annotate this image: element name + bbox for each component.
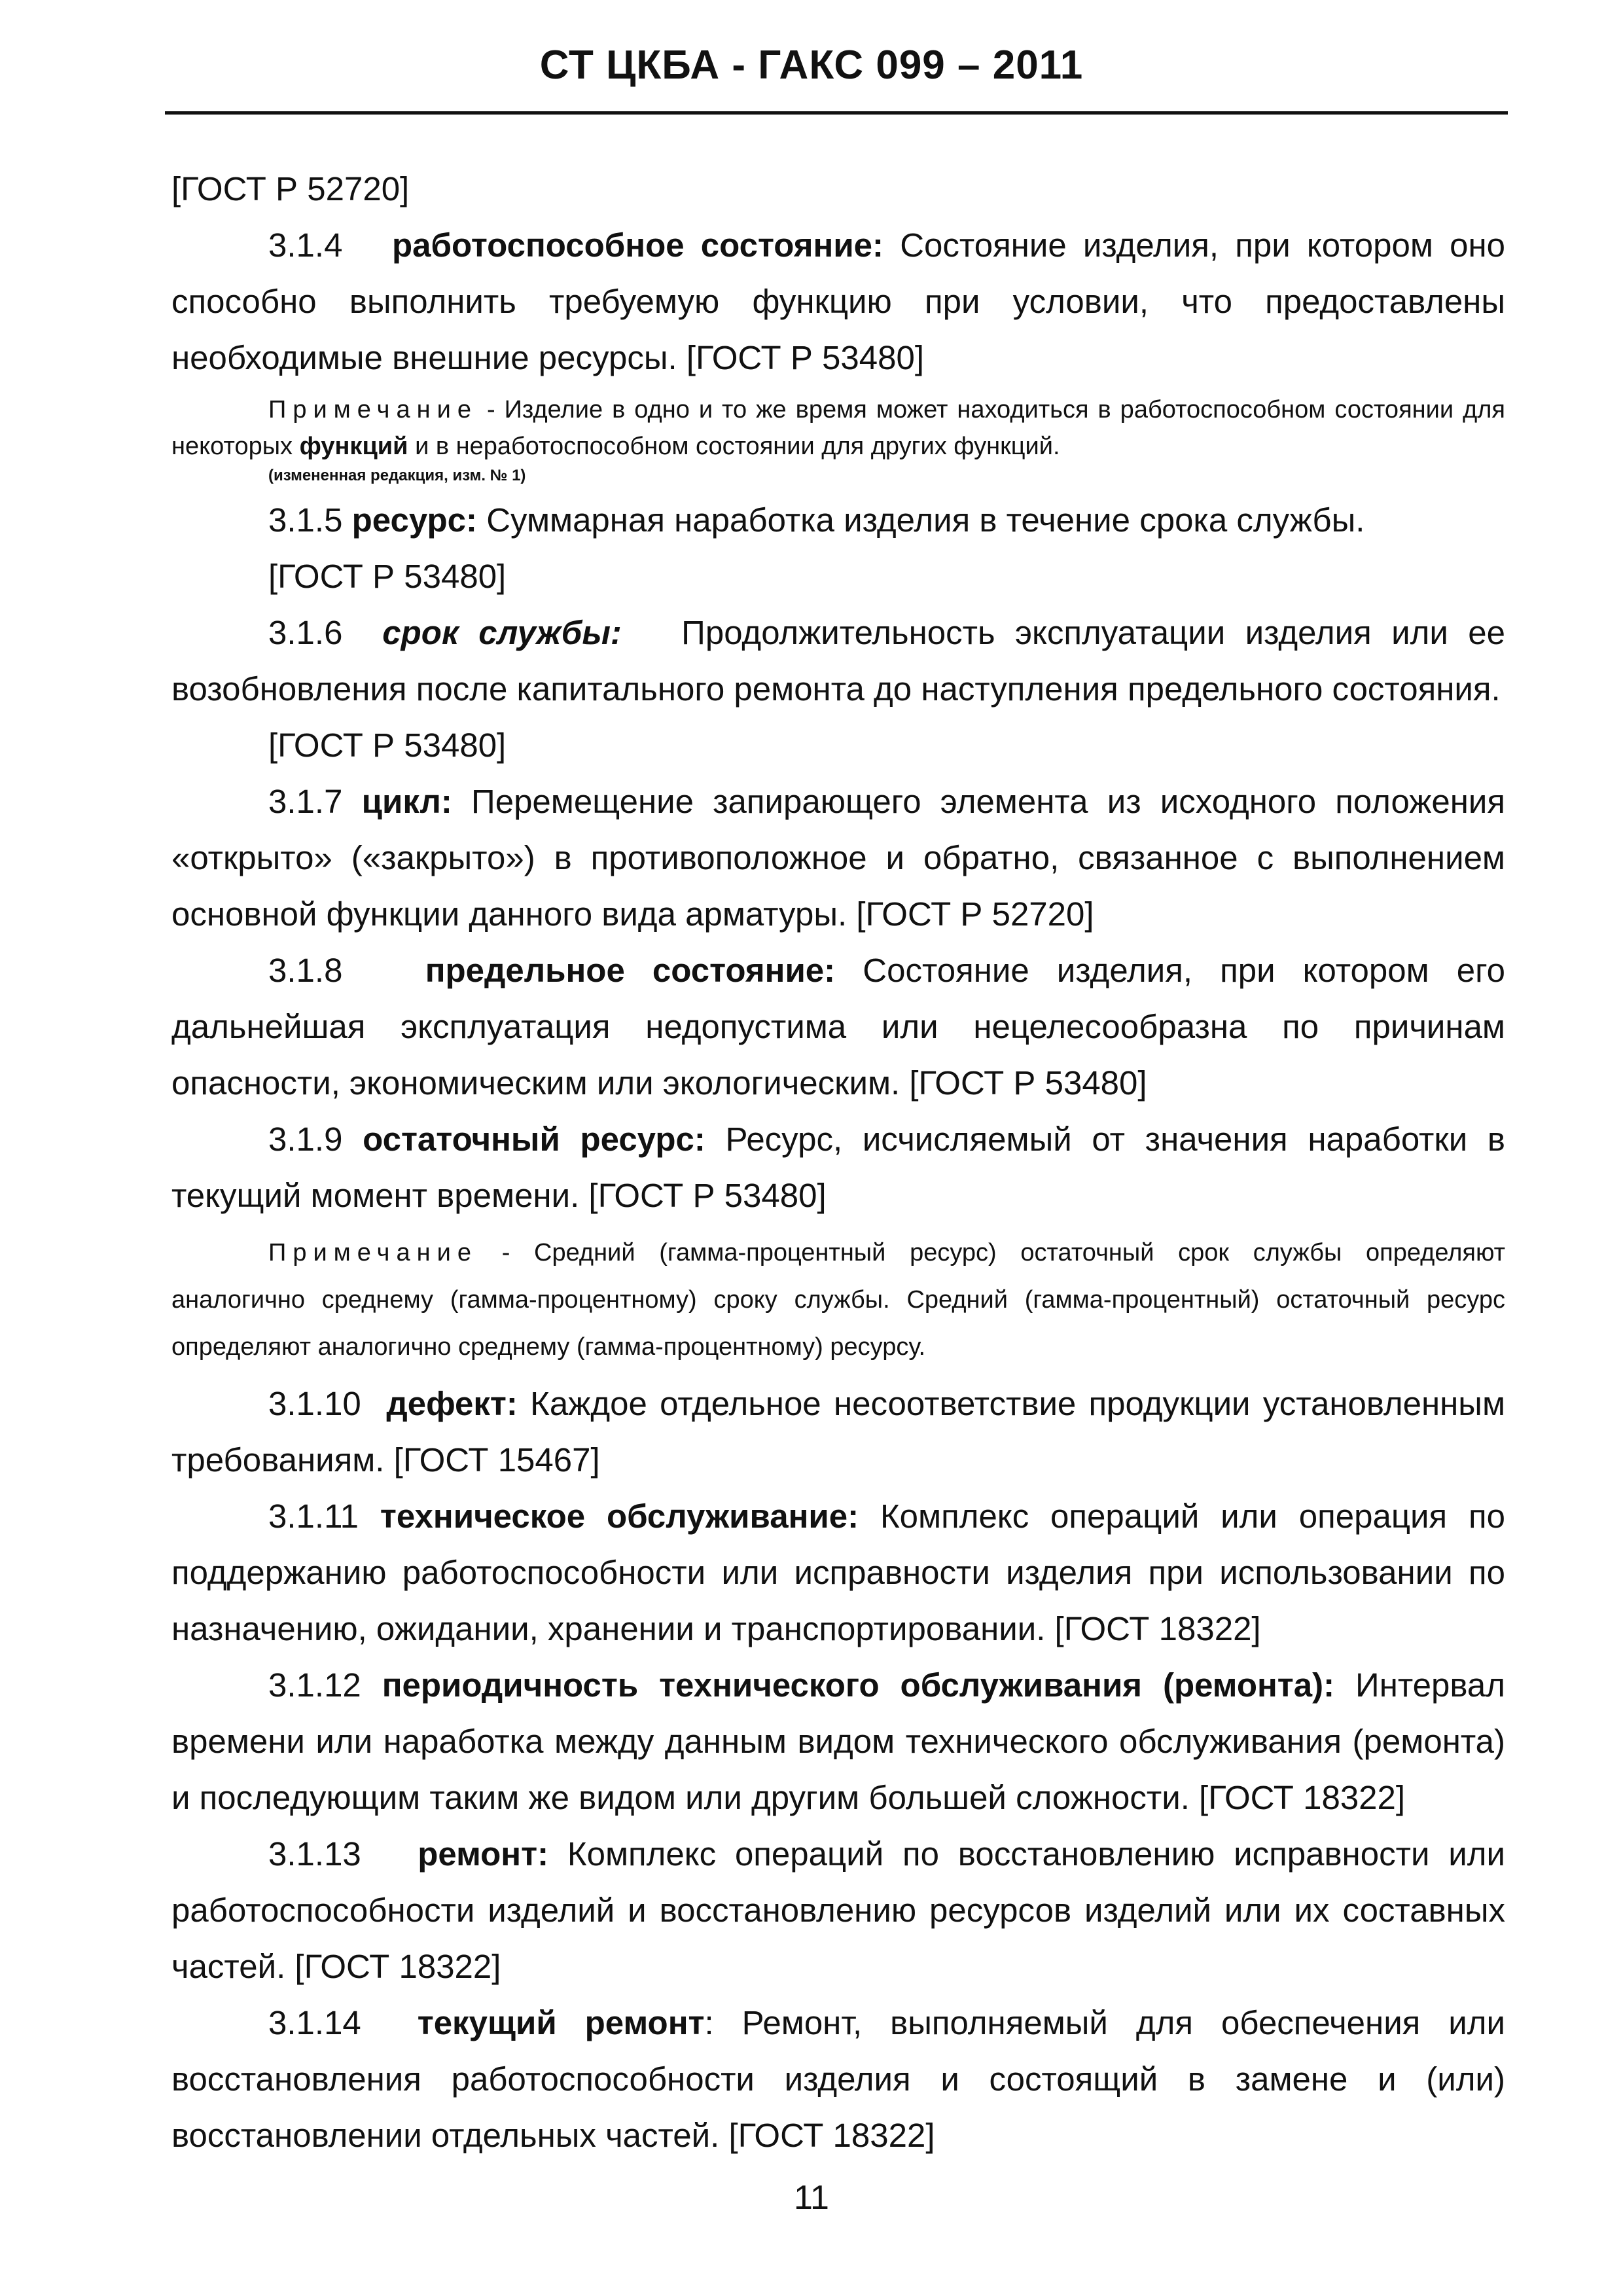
clause-number: 3.1.4 — [268, 226, 343, 264]
note-text: - Изделие в одно и то же время может находиться в работоспособном состоянии для некоторых — [171, 396, 1505, 460]
clause-3-1-14 — [171, 1995, 1505, 2164]
clause-text: : Ремонт, выполняемый для обеспечения или восстановления работоспособности изделия и состоящий в замене и (или) восстановлении отдельных частей. [ГОСТ 18322] — [171, 2004, 1505, 2154]
note-label: Примечание — [268, 396, 478, 423]
clause-term: дефект: — [386, 1385, 518, 1422]
clause-number: 3.1.14 — [268, 2004, 361, 2041]
clause-term: работоспособное состояние: — [391, 226, 884, 264]
clause-text: Комплекс операций по восстановлению исправности или работоспособности изделий и восстановлению ресурсов изделий или их составных частей. [ГОСТ 18322] — [171, 1835, 1505, 1985]
clause-term: предельное состояние: — [425, 952, 836, 989]
clause-term: срок службы: — [382, 614, 622, 651]
note-3-1-9 — [171, 1229, 1505, 1371]
clause-term: ресурс: — [351, 501, 478, 539]
clause-term: ремонт: — [418, 1835, 549, 1873]
clause-text: Продолжительность эксплуатации изделия или ее возобновления после капитального ремонта до наступления предельного состояния. — [171, 614, 1506, 708]
clause-number: 3.1.11 — [268, 1498, 359, 1535]
clause-3-1-8 — [171, 942, 1505, 1111]
clause-term: цикл: — [361, 783, 452, 820]
clause-number: 3.1.7 — [268, 783, 343, 820]
change-notice: (измененная редакция, изм. № 1) — [268, 467, 526, 484]
clause-text: Комплекс операций или операция по поддержанию работоспособности или исправности изделия при использовании по назначению, ожидании, хранении и транспортировании. [ГОСТ 18322] — [171, 1498, 1505, 1647]
clause-3-1-4 — [171, 217, 1505, 386]
clause-text: Каждое отдельное несоответствие продукции установленным требованиям. [ГОСТ 15467] — [171, 1385, 1506, 1479]
clause-term: текущий ремонт — [417, 2004, 705, 2041]
note-text-end: и в неработоспособном состоянии для других функций. — [415, 433, 1060, 460]
clause-3-1-6 — [171, 605, 1505, 717]
note-3-1-4 — [171, 391, 1505, 465]
clause-3-1-9 — [171, 1111, 1505, 1224]
document-body — [171, 161, 1505, 2164]
clause-3-1-5 — [171, 492, 1505, 548]
header-rule — [165, 111, 1508, 115]
clause-text: Состояние изделия, при котором оно способно выполнить требуемую функцию при условии, что предоставлены необходимые внешние ресурсы. [ГОСТ Р 53480] — [171, 226, 1506, 376]
clause-reference: [ГОСТ Р 53480] — [268, 726, 507, 764]
clause-number: 3.1.8 — [268, 952, 343, 989]
clause-number: 3.1.9 — [268, 1121, 343, 1158]
clause-term: техническое обслуживание: — [380, 1498, 859, 1535]
clause-number: 3.1.5 — [268, 501, 343, 539]
clause-text: Интервал времени или наработка между данным видом технического обслуживания (ремонта) и последующим таким же видом или другим большей сложности. [ГОСТ 18322] — [171, 1666, 1506, 1816]
clause-text: Состояние изделия, при котором его дальнейшая эксплуатация недопустима или нецелесообразна по причинам опасности, экономическим или экологическим. [ГОСТ Р 53480] — [171, 952, 1506, 1102]
page-number: 11 — [794, 2179, 829, 2217]
clause-text: Ресурс, исчисляемый от значения наработки в текущий момент времени. [ГОСТ Р 53480] — [171, 1121, 1505, 1214]
clause-term: остаточный ресурс: — [363, 1121, 705, 1158]
clause-3-1-12 — [171, 1657, 1505, 1826]
clause-3-1-11 — [171, 1488, 1505, 1657]
clause-number: 3.1.12 — [268, 1666, 361, 1704]
clause-number: 3.1.6 — [268, 614, 343, 651]
note-label: Примечание — [268, 1239, 478, 1266]
note-bold-word: функций — [299, 433, 408, 460]
reference-gost-52720: [ГОСТ Р 52720] — [171, 170, 410, 207]
clause-number: 3.1.13 — [268, 1835, 361, 1873]
clause-text: Суммарная наработка изделия в течение срока службы. — [486, 501, 1365, 539]
document-header: СТ ЦКБА - ГАКС 099 – 2011 — [539, 43, 1084, 88]
note-text: - Средний (гамма-процентный ресурс) остаточный срок службы определяют аналогично среднему (гамма-процентному) сроку службы. Средний (гамма-процентный) остаточный ресурс определяют аналогично среднему (гамма-процентному) ресурсу. — [171, 1239, 1506, 1361]
clause-number: 3.1.10 — [268, 1385, 361, 1422]
clause-3-1-13 — [171, 1826, 1505, 1995]
clause-3-1-10 — [171, 1376, 1505, 1488]
clause-text: Перемещение запирающего элемента из исходного положения «открыто» («закрыто») в противоположное и обратно, связанное с выполнением основной функции данного вида арматуры. [ГОСТ Р 52720] — [171, 783, 1505, 933]
clause-3-1-7 — [171, 774, 1505, 942]
clause-reference: [ГОСТ Р 53480] — [268, 558, 507, 595]
clause-term: периодичность технического обслуживания (ремонта): — [382, 1666, 1335, 1704]
